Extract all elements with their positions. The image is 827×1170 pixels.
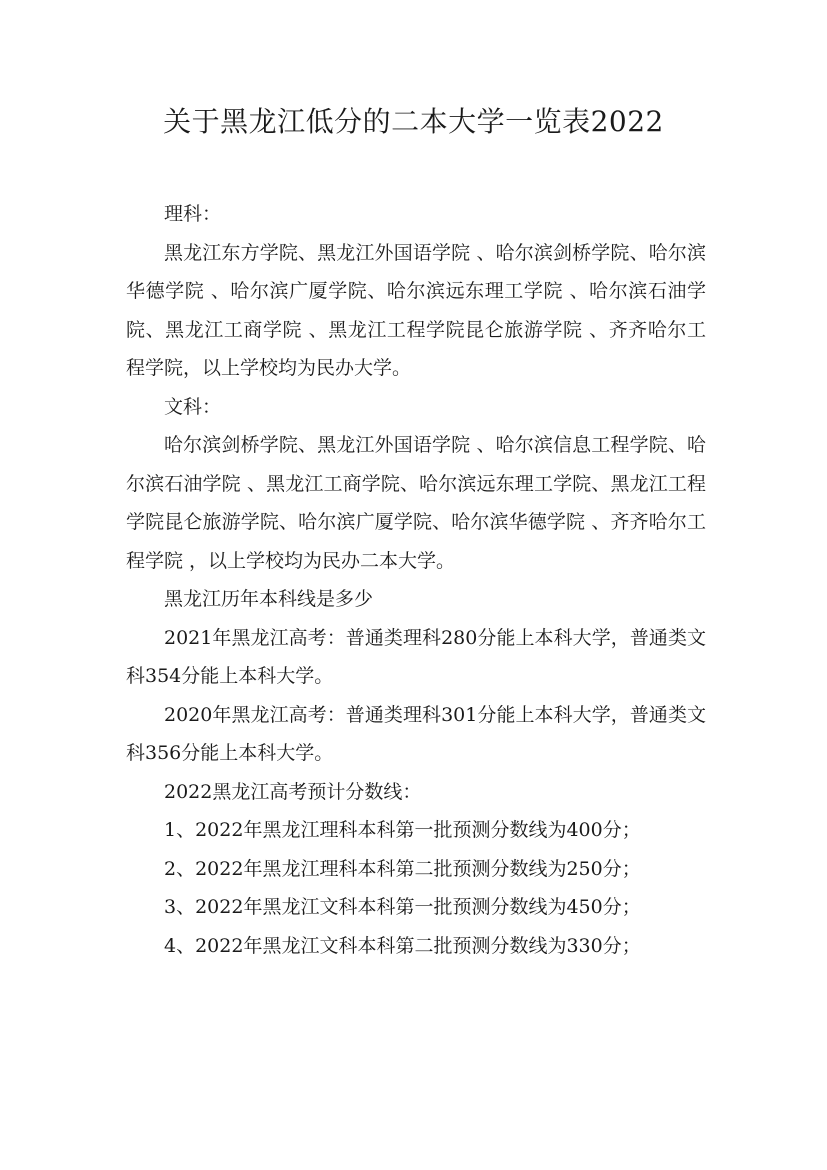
paragraph-arts-schools: 哈尔滨剑桥学院、黑龙江外国语学院 、哈尔滨信息工程学院、哈尔滨石油学院 、黑龙江工商学院、哈尔滨远东理工学院、黑龙江工程学院昆仑旅游学院、哈尔滨广厦学院、哈尔滨华德学院 、齐齐哈尔工程学院 ，以上学校均为民办二本大学。 — [126, 434, 706, 572]
paragraph-2022-item-2: 2、2022年黑龙江理科本科第二批预测分数线为250分； — [164, 857, 641, 880]
paragraph-arts-heading: 文科： — [164, 395, 222, 418]
paragraph-2020-scores: 2020年黑龙江高考：普通类理科301分能上本科大学，普通类文科356分能上本科大学。 — [126, 703, 706, 764]
paragraph-2022-item-3: 3、2022年黑龙江文科本科第一批预测分数线为450分； — [164, 896, 641, 918]
document-title: 关于黑龙江低分的二本大学一览表2022 — [163, 105, 664, 138]
paragraph-science-schools: 黑龙江东方学院、黑龙江外国语学院 、哈尔滨剑桥学院、哈尔滨华德学院 、哈尔滨广厦学院、哈尔滨远东理工学院 、哈尔滨石油学院、黑龙江工商学院 、黑龙江工程学院昆仑旅游学院 、齐齐哈尔工程学院，以上学校均为民办大学。 — [126, 241, 706, 379]
paragraph-2022-item-4: 4、2022年黑龙江文科本科第二批预测分数线为330分； — [164, 934, 641, 957]
paragraph-2022-item-1: 1、2022年黑龙江理科本科第一批预测分数线为400分； — [164, 819, 641, 841]
paragraph-science-heading: 理科： — [164, 203, 222, 225]
paragraph-2021-scores: 2021年黑龙江高考：普通类理科280分能上本科大学，普通类文科354分能上本科大学。 — [126, 626, 706, 687]
document-body — [126, 195, 706, 965]
paragraph-2022-heading: 2022黑龙江高考预计分数线： — [164, 780, 422, 803]
paragraph-history-heading: 黑龙江历年本科线是多少 — [164, 588, 374, 610]
